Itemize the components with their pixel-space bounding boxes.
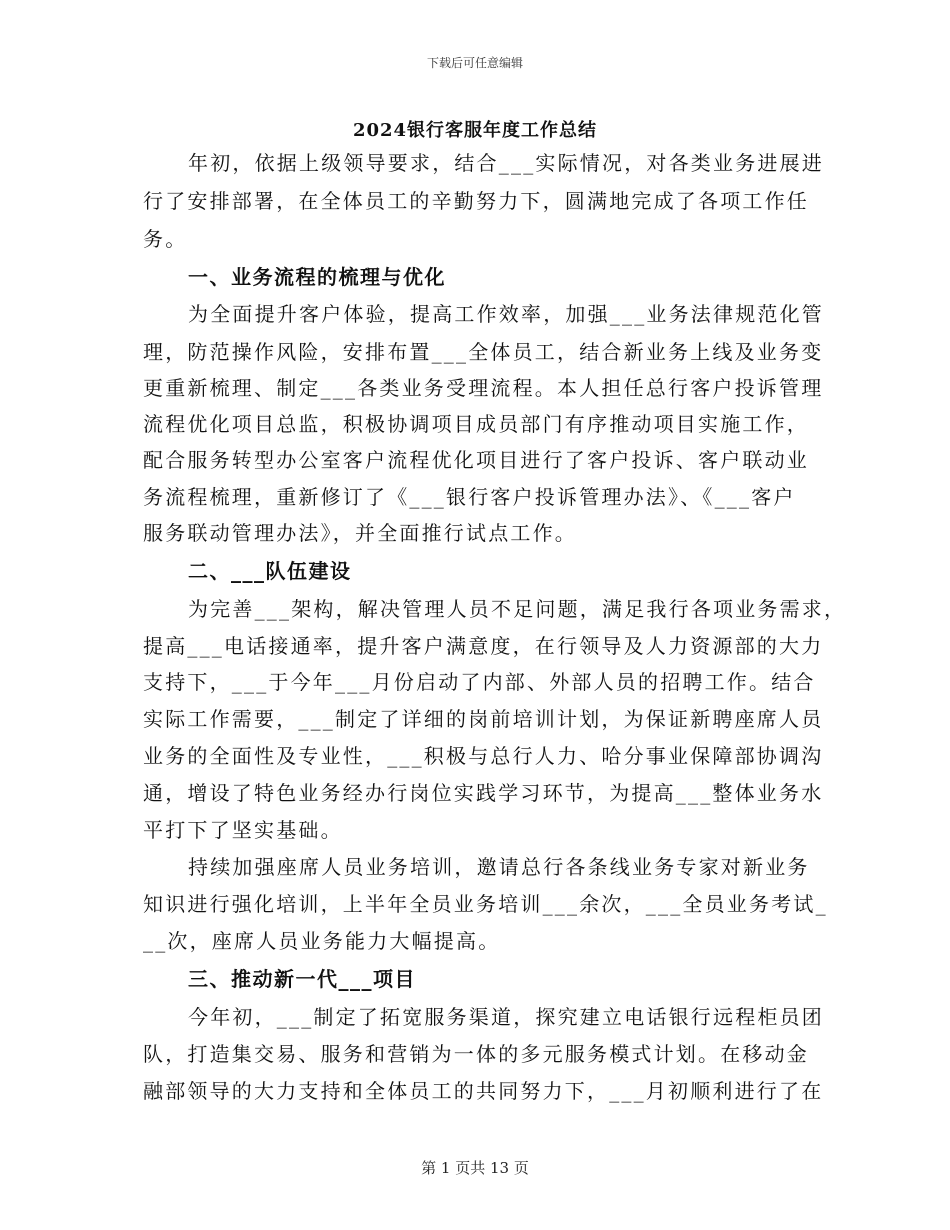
body-line: 提高___电话接通率，提升客户满意度，在行领导及人力资源部的大力	[143, 634, 824, 658]
body-line: 服务联动管理办法》，并全面推行试点工作。	[143, 521, 577, 545]
body-line: 通，增设了特色业务经办行岗位实践学习环节，为提高___整体业务水	[143, 781, 824, 805]
body-line: 为完善___架构，解决管理人员不足问题，满足我行各项业务需求，	[188, 597, 847, 621]
body-line: 更重新梳理、制定___各类业务受理流程。本人担任总行客户投诉管理	[143, 376, 824, 400]
body-line: 业务的全面性及专业性，___积极与总行人力、哈分事业保障部协调沟	[143, 744, 824, 768]
document-title: 2024银行客服年度工作总结	[352, 120, 598, 141]
body-line: 行了安排部署，在全体员工的辛勤努力下，圆满地完成了各项工作任	[143, 189, 809, 213]
section-heading: 二、___队伍建设	[188, 559, 352, 583]
section-heading: 三、推动新一代___项目	[188, 967, 416, 991]
body-line: 支持下，___于今年___月份启动了内部、外部人员的招聘工作。结合	[143, 670, 816, 694]
page-footer: 第 1 页共 13 页	[421, 1159, 529, 1177]
body-line: 为全面提升客户体验，提高工作效率，加强___业务法律规范化管	[188, 302, 824, 326]
body-line: 务流程梳理，重新修订了《___银行客户投诉管理办法》、《___客户	[143, 485, 796, 509]
body-line: 今年初，___制定了拓宽服务渠道，探究建立电话银行远程柜员团	[188, 1005, 824, 1029]
section-heading: 一、业务流程的梳理与优化	[188, 265, 446, 289]
body-line: 理，防范操作风险，安排布置___全体员工，结合新业务上线及业务变	[143, 340, 824, 364]
body-line: 平打下了坚实基础。	[143, 818, 343, 842]
body-line: 融部领导的大力支持和全体员工的共同努力下，___月初顺利进行了在	[143, 1079, 824, 1103]
body-line: 实际工作需要，___制定了详细的岗前培训计划，为保证新聘座席人员	[143, 707, 824, 731]
body-line: 队，打造集交易、服务和营销为一体的多元服务模式计划。在移动金	[143, 1042, 809, 1066]
body-line: 务。	[143, 227, 188, 251]
body-line: 流程优化项目总监，积极协调项目成员部门有序推动项目实施工作，	[143, 412, 809, 436]
body-line: 知识进行强化培训，上半年全员业务培训___余次，___全员业务考试_	[143, 892, 828, 916]
body-line: 年初，依据上级领导要求，结合___实际情况，对各类业务进展进	[188, 151, 824, 175]
header-note: 下载后可任意编辑	[426, 56, 523, 70]
body-line: 配合服务转型办公室客户流程优化项目进行了客户投诉、客户联动业	[143, 448, 809, 472]
body-line: __次，座席人员业务能力大幅提高。	[143, 929, 501, 953]
body-line: 持续加强座席人员业务培训，邀请总行各条线业务专家对新业务	[188, 855, 810, 879]
